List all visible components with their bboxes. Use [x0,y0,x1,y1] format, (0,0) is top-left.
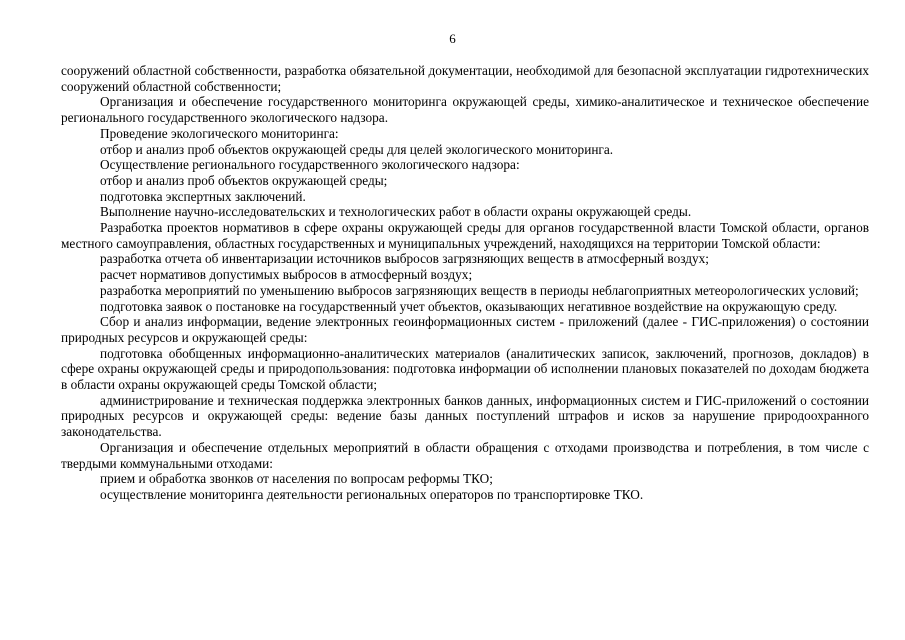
paragraph: подготовка обобщенных информационно-аналитических материалов (аналитических записок, заключений, прогнозов, докладов) в сфере охраны окружающей среды и природопользования: подготовка информации об исполнении плановых показателей по доходам бюджета в области охраны окружающей среды Томской области; [61,345,869,393]
paragraph: Проведение экологического мониторинга: [100,125,339,141]
paragraph: подготовка экспертных заключений. [100,188,306,204]
paragraph: отбор и анализ проб объектов окружающей среды для целей экологического мониторинга. [100,141,614,157]
paragraph: Разработка проектов нормативов в сфере охраны окружающей среды для органов государственной власти Томской области, органов местного самоуправления, областных государственных и муниципальных учреждений, находящихся на территории Томской области: [61,220,869,251]
paragraph: Выполнение научно-исследовательских и технологических работ в области охраны окружающей среды. [100,204,692,220]
paragraph: Организация и обеспечение государственного мониторинга окружающей среды, химико-аналитическое и техническое обеспечение регионального государственного экологического надзора. [61,94,869,126]
paragraph: отбор и анализ проб объектов окружающей среды; [100,172,388,188]
page-number: 6 [449,31,456,46]
paragraph: Осуществление регионального государственного экологического надзора: [100,157,520,173]
paragraph: Сбор и анализ информации, ведение электронных геоинформационных систем - приложений (далее - ГИС-приложения) о состоянии природных ресурсов и окружающей среды: [61,314,869,345]
paragraph: расчет нормативов допустимых выбросов в атмосферный воздух; [100,267,473,283]
paragraph: подготовка заявок о постановке на государственный учет объектов, оказывающих негативное воздействие на окружающую среду. [100,298,838,314]
paragraph: сооружений областной собственности, разработка обязательной документации, необходимой для безопасной эксплуатации гидротехнических сооружений областной собственности; [61,63,869,94]
paragraph: Организация и обеспечение отдельных мероприятий в области обращения с отходами производства и потребления, в том числе с твердыми коммунальными отходами: [61,439,869,471]
paragraph: разработка мероприятий по уменьшению выбросов загрязняющих веществ в периоды неблагоприятных метеорологических условий; [100,282,859,298]
paragraph: разработка отчета об инвентаризации источников выбросов загрязняющих веществ в атмосферный воздух; [100,251,709,267]
paragraph: осуществление мониторинга деятельности региональных операторов по транспортировке ТКО. [100,486,644,502]
paragraph: администрирование и техническая поддержка электронных банков данных, информационных систем и ГИС-приложений о состоянии природных ресурсов и окружающей среды: ведение базы данных поступлений штрафов и исков за нарушение природоохранного законодательства. [61,392,869,440]
paragraph: прием и обработка звонков от населения по вопросам реформы ТКО; [100,471,493,487]
document-body [61,63,869,503]
